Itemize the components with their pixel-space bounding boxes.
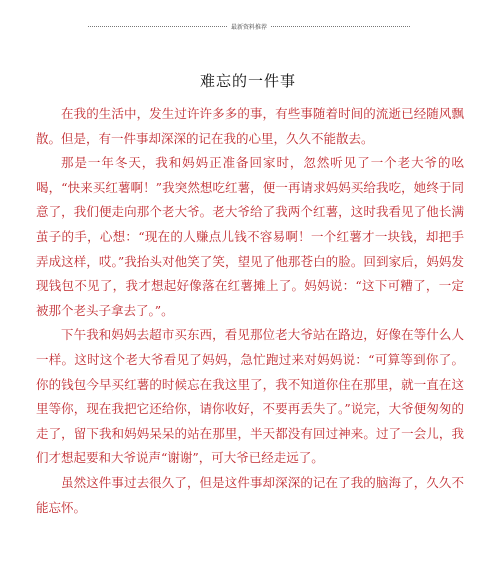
header-text: 最新资料推荐: [231, 24, 268, 31]
header-dotted-rule-right: [271, 26, 410, 27]
paragraph-2: 那是一年冬天，我和妈妈正准备回家时，忽然听见了一个老大爷的吆喝，“快来买红薯啊！”我突然想吃红薯，便一再请求妈妈买给我吃，她终于同意了，我们便走向那个老大爷。老大爷给了我两个红薯，这时我看见了他长满茧子的手，心想：“现在的人赚点儿钱不容易啊！一个红薯才一块钱，却把手弄成这样，哎。”我抬头对他笑了笑，望见了他那苍白的脸。回到家后，妈妈发现钱包不见了，我才想起好像落在红薯摊上了。妈妈说：“这下可糟了，一定被那个老头子拿去了。”。: [36, 155, 464, 318]
paragraph-3: 下午我和妈妈去超市买东西，看见那位老大爷站在路边，好像在等什么人一样。这时这个老大爷看见了妈妈，急忙跑过来对妈妈说：“可算等到你了。你的钱包今早买红薯的时候忘在我这里了，我不知道你住在那里，就一直在这里等你，现在我把它还给你，请你收好，不要再丢失了。”说完，大爷便匆匆的走了，留下我和妈妈呆呆的站在那里，半天都没有回过神来。过了一会儿，我们才想起要和大爷说声“谢谢”，可大爷已经走远了。: [36, 327, 464, 466]
paragraph-1: 在我的生活中，发生过许许多多的事，有些事随着时间的流逝已经随风飘散。但是，有一件事却深深的记在我的心里，久久不能散去。: [36, 106, 464, 146]
article-title: 难忘的一件事: [199, 72, 296, 90]
page-header: [88, 22, 410, 31]
paragraph-4: 虽然这件事过去很久了，但是这件事却深深的记在了我的脑海了，久久不能忘怀。: [36, 474, 464, 515]
article-body: [36, 102, 464, 520]
header-dotted-rule-left: [88, 26, 227, 27]
